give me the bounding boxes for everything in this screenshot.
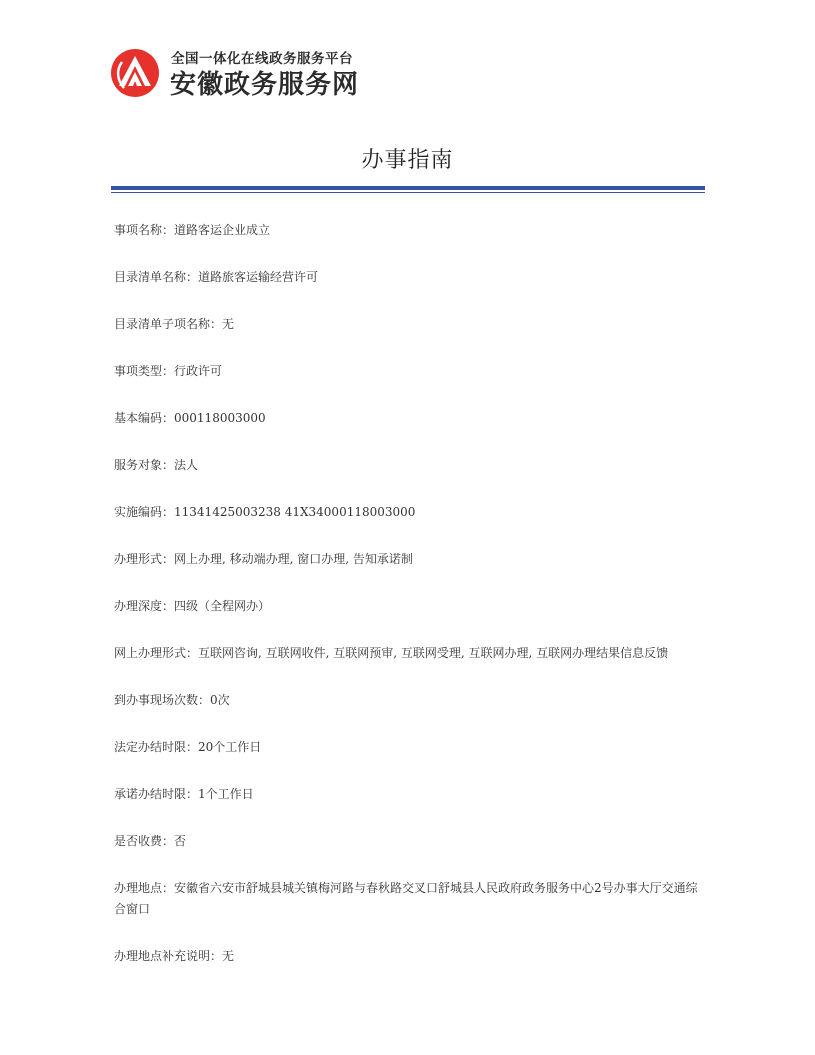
field-value: 0次 — [210, 693, 230, 707]
field-value: 道路客运企业成立 — [174, 223, 271, 237]
field-label: 承诺办结时限： — [114, 787, 199, 801]
platform-tagline: 全国一体化在线政务服务平台 — [171, 51, 353, 67]
field-legal-time-limit — [114, 737, 706, 758]
field-value: 否 — [174, 834, 187, 848]
field-value: 法人 — [174, 458, 199, 472]
field-label: 事项类型： — [114, 364, 175, 378]
field-value: 11341425003238 41X34000118003000 — [174, 505, 416, 519]
field-value: 互联网咨询, 互联网收件, 互联网预审, 互联网受理, 互联网办理, 互联网办理结果信息反馈 — [198, 646, 669, 660]
document-title: 办事指南 — [361, 148, 454, 173]
site-name: 安徽政务服务网 — [170, 70, 360, 100]
field-handling-location — [114, 878, 706, 920]
title-divider-thick — [111, 186, 705, 190]
field-label: 办理深度： — [114, 599, 175, 613]
field-value: 四级（全程网办） — [174, 599, 271, 613]
field-online-handling-form — [114, 643, 706, 664]
field-catalog-subitem-name — [114, 314, 706, 335]
field-fee-required — [114, 831, 706, 852]
field-catalog-name — [114, 267, 706, 288]
field-value: 20个工作日 — [198, 740, 262, 754]
title-divider-thin — [111, 192, 705, 193]
field-label: 目录清单子项名称： — [114, 317, 223, 331]
field-label: 目录清单名称： — [114, 270, 199, 284]
field-location-notes — [114, 946, 706, 967]
field-value: 无 — [222, 317, 235, 331]
field-label: 办理地点补充说明： — [114, 949, 223, 963]
field-label: 服务对象： — [114, 458, 175, 472]
field-label: 是否收费： — [114, 834, 175, 848]
field-label: 基本编码： — [114, 411, 175, 425]
field-promised-time-limit — [114, 784, 706, 805]
field-handling-form — [114, 549, 706, 570]
field-onsite-visits — [114, 690, 706, 711]
field-label: 事项名称： — [114, 223, 175, 237]
field-label: 法定办结时限： — [114, 740, 199, 754]
field-basic-code — [114, 408, 706, 429]
field-value: 安徽省六安市舒城县城关镇梅河路与春秋路交叉口舒城县人民政府政务服务中心2号办事大厅交通综合窗口 — [114, 881, 698, 916]
field-value: 行政许可 — [174, 364, 223, 378]
site-header — [110, 44, 410, 104]
anhui-government-service-logo-icon — [110, 48, 160, 98]
guide-field-list — [114, 220, 706, 993]
field-value: 000118003000 — [174, 411, 266, 425]
field-label: 办理形式： — [114, 552, 175, 566]
field-value: 1个工作日 — [198, 787, 254, 801]
field-label: 到办事现场次数： — [114, 693, 211, 707]
field-item-type — [114, 361, 706, 382]
field-label: 实施编码： — [114, 505, 175, 519]
field-label: 网上办理形式： — [114, 646, 199, 660]
field-label: 办理地点： — [114, 881, 175, 895]
field-handling-depth — [114, 596, 706, 617]
field-implementation-code — [114, 502, 706, 523]
field-value: 无 — [222, 949, 235, 963]
field-service-target — [114, 455, 706, 476]
field-value: 网上办理, 移动端办理, 窗口办理, 告知承诺制 — [174, 552, 413, 566]
field-item-name — [114, 220, 706, 241]
field-value: 道路旅客运输经营许可 — [198, 270, 319, 284]
